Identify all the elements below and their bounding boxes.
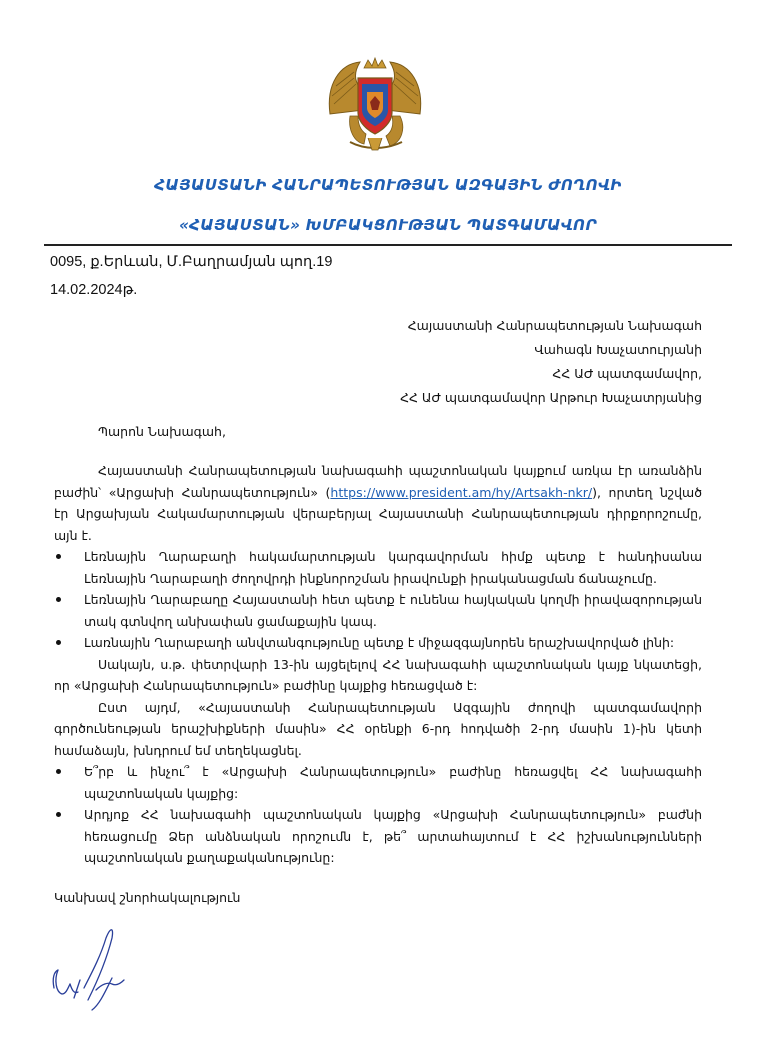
paragraph-1-text-b: ), որտեղ նշված էր Արցախյան Հակամարտության վերաբերյալ Հայաստանի Հանրապետության դիրքորոշումը, այն է. bbox=[54, 484, 702, 543]
paragraph-1 bbox=[54, 460, 702, 546]
list-item-text: Լեռնային Ղարաբաղի հակամարտության կարգավորման հիմք պետք է հանդիսանա Լեռնային Ղարաբաղի ժողովրդի ինքնորոշման իրավունքի իրականացման ճանաչումը. bbox=[84, 549, 702, 586]
list-item-text: Արդյոք ՀՀ նախագահի պաշտոնական կայքից «Արցախի Հանրապետություն» բաժնի հեռացումը Ձեր անձնական որոշումն է, թե՞ արտահայտում է ՀՀ իշխանությունների պաշտոնական քաղաքականությունը: bbox=[84, 807, 702, 865]
bullet-icon bbox=[56, 554, 61, 559]
position-list bbox=[54, 546, 702, 654]
recipient-line: Վահագն Խաչատուրյանի bbox=[534, 342, 702, 357]
list-item bbox=[54, 761, 702, 804]
recipient-line: ՀՀ ԱԺ պատգամավոր, bbox=[552, 366, 702, 381]
bullet-icon bbox=[56, 597, 61, 602]
list-item-text: Լեռնային Ղարաբաղը Հայաստանի հետ պետք է ունենա հայկական կողմի իրավազորության տակ գտնվող անխափան ցամաքային կապ. bbox=[84, 592, 702, 629]
letter-date: 14.02.2024թ. bbox=[50, 282, 138, 298]
greeting: Պարոն Նախագահ, bbox=[98, 424, 226, 439]
recipient-line: Հայաստանի Հանրապետության Նախագահ bbox=[407, 318, 702, 333]
org-title-line2: «ՀԱՅԱՍՏԱՆ» ԽՄԲԱԿՑՈՒԹՅԱՆ ՊԱՏԳԱՄԱՎՈՐ bbox=[179, 216, 597, 234]
list-item bbox=[54, 546, 702, 589]
bullet-icon bbox=[56, 812, 61, 817]
list-item bbox=[54, 804, 702, 869]
bullet-icon bbox=[56, 640, 61, 645]
armenia-coat-of-arms-icon bbox=[320, 54, 430, 152]
paragraph-3: Ըստ այդմ, «Հայաստանի Հանրապետության Ազգային ժողովի պատգամավորի գործունեության երաշխիքների մասին» ՀՀ օրենքի 6-րդ հոդվածի 2-րդ մասին 1)-ին կետի համաձայն, խնդրում եմ տեղեկացնել. bbox=[54, 699, 702, 758]
org-title-line1: ՀԱՅԱՍՏԱՆԻ ՀԱՆՐԱՊԵՏՈՒԹՅԱՆ ԱԶԳԱՅԻՆ ԺՈՂՈՎԻ bbox=[154, 176, 622, 194]
recipient-block bbox=[400, 314, 702, 410]
president-site-link[interactable]: https://www.president.am/hy/Artsakh-nkr/ bbox=[330, 484, 593, 500]
paragraph-2: Սակայն, ս.թ. փետրվարի 13-ին այցելելով ՀՀ նախագահի պաշտոնական կայք նկատեցի, որ «Արցախի Հանրապետություն» բաժինը կայքից հեռացված է: bbox=[54, 656, 702, 693]
letter-body-part1 bbox=[54, 460, 702, 869]
header-divider bbox=[44, 244, 732, 246]
list-item-text: Ե՞րբ և ինչու՞ է «Արցախի Հանրապետություն» բաժինը հեռացվել ՀՀ նախագահի պաշտոնական կայքից: bbox=[84, 764, 702, 801]
list-item bbox=[54, 632, 702, 654]
closing-line: Կանխավ շնորհակալություն bbox=[54, 890, 241, 905]
bullet-icon bbox=[56, 769, 61, 774]
paragraph-1-text-a: Հայաստանի Հանրապետության նախագահի պաշտոնական կայքում առկա էր առանձին բաժին՝ «Արցախի Հանրապետություն» ( bbox=[54, 463, 702, 500]
sender-address: 0095, ք.Երևան, Մ.Բաղրամյան պող.19 bbox=[50, 254, 333, 270]
question-list bbox=[54, 761, 702, 869]
signature-icon bbox=[44, 918, 164, 1028]
list-item-text: Լառնային Ղարաբաղի անվտանգությունը պետք է միջազգայնորեն երաշխավորված լինի: bbox=[84, 635, 675, 650]
recipient-line: ՀՀ ԱԺ պատգամավոր Արթուր Խաչատրյանից bbox=[400, 390, 702, 405]
list-item bbox=[54, 589, 702, 632]
